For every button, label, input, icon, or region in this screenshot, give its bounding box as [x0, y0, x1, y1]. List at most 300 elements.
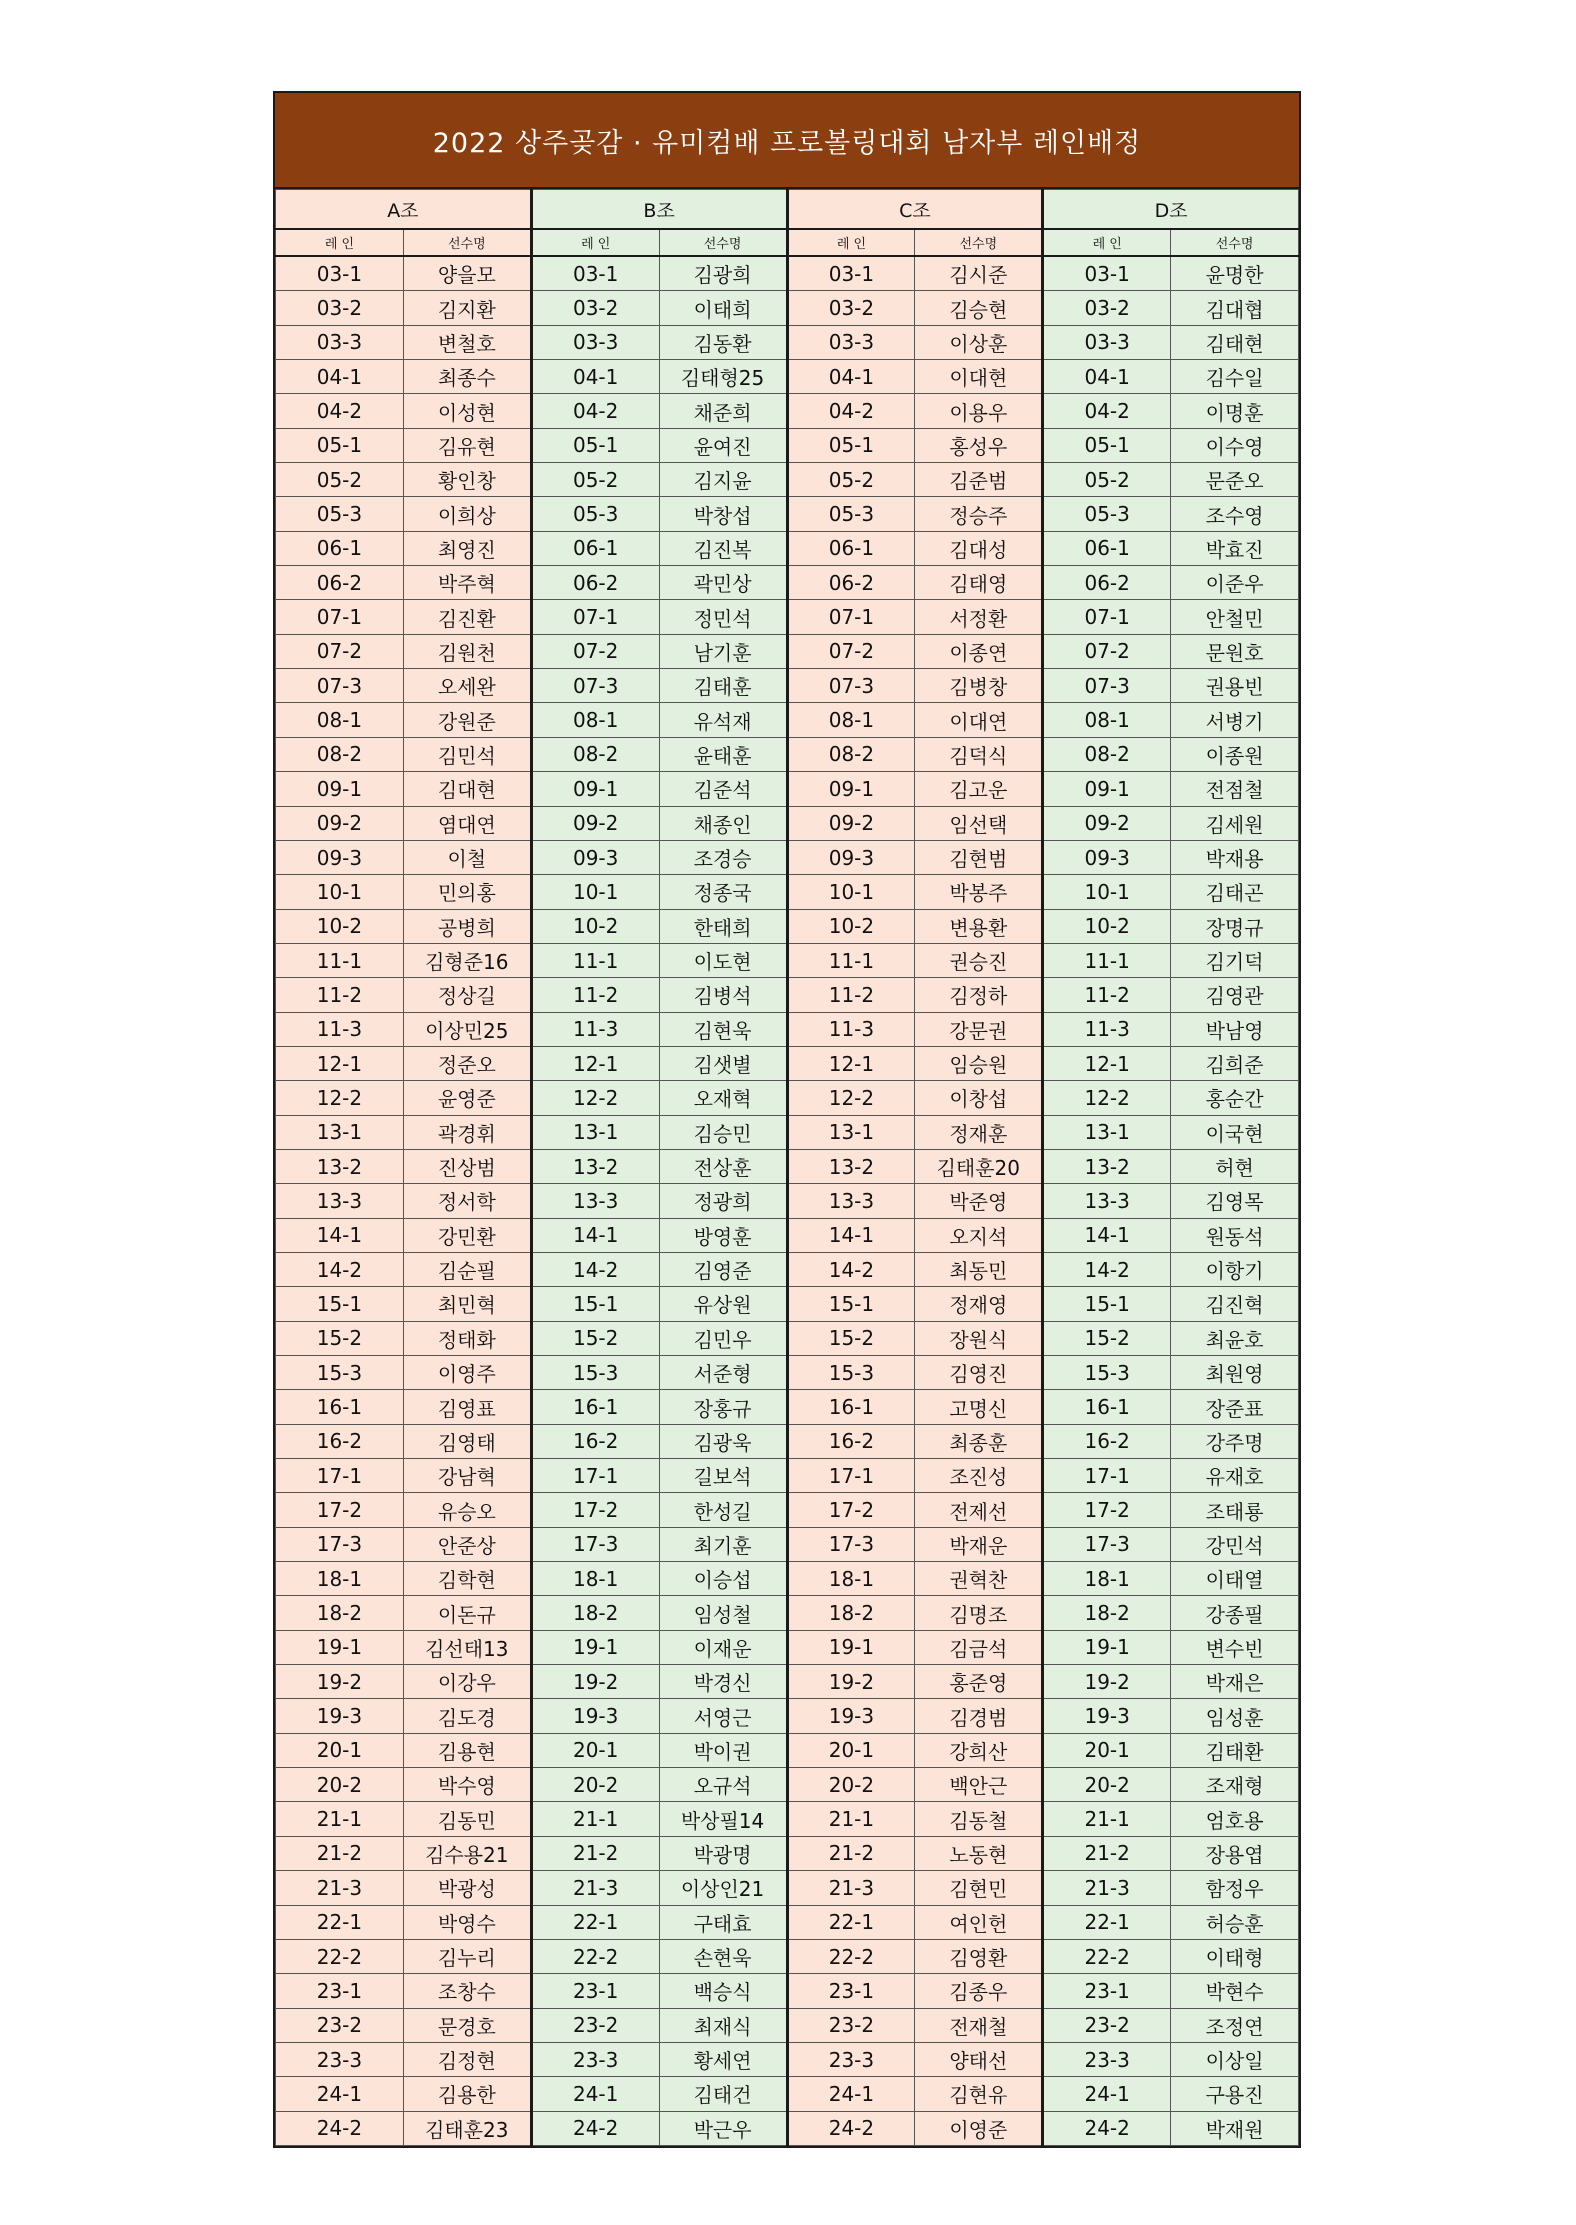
lane-cell: 14-1 [1043, 1218, 1171, 1252]
player-name-cell: 박재용 [1171, 840, 1299, 874]
lane-cell: 09-2 [531, 806, 659, 840]
table-row [276, 566, 1299, 600]
lane-column-header: 레 인 [1043, 229, 1171, 256]
player-name-cell: 장명규 [1171, 909, 1299, 943]
player-name-cell: 안준상 [403, 1527, 531, 1561]
player-name-cell: 한성길 [659, 1493, 787, 1527]
table-row [276, 1012, 1299, 1046]
lane-cell: 04-2 [1043, 394, 1171, 428]
table-row [276, 1218, 1299, 1252]
player-name-cell: 김태훈 [659, 669, 787, 703]
player-name-cell: 문경호 [403, 2008, 531, 2042]
lane-cell: 14-2 [276, 1252, 404, 1286]
player-name-cell: 강희산 [915, 1733, 1043, 1767]
player-name-cell: 김동철 [915, 1802, 1043, 1836]
table-row [276, 909, 1299, 943]
player-name-cell: 이희상 [403, 497, 531, 531]
table-row [276, 1459, 1299, 1493]
player-name-cell: 유승오 [403, 1493, 531, 1527]
lane-cell: 16-2 [531, 1424, 659, 1458]
table-row [276, 806, 1299, 840]
player-name-cell: 변용환 [915, 909, 1043, 943]
player-name-cell: 김수일 [1171, 360, 1299, 394]
lane-cell: 16-1 [1043, 1390, 1171, 1424]
lane-cell: 05-1 [276, 428, 404, 462]
lane-cell: 17-1 [531, 1459, 659, 1493]
lane-cell: 05-2 [531, 463, 659, 497]
lane-cell: 13-2 [276, 1149, 404, 1183]
lane-cell: 23-1 [1043, 1974, 1171, 2008]
lane-cell: 13-1 [787, 1115, 915, 1149]
lane-cell: 19-1 [531, 1630, 659, 1664]
table-row [276, 531, 1299, 565]
lane-cell: 19-2 [787, 1665, 915, 1699]
table-row [276, 1527, 1299, 1561]
player-name-cell: 김형준16 [403, 943, 531, 977]
player-name-cell: 김용현 [403, 1733, 531, 1767]
lane-cell: 12-1 [276, 1046, 404, 1080]
lane-cell: 06-1 [1043, 531, 1171, 565]
player-name-cell: 백승식 [659, 1974, 787, 2008]
player-name-cell: 김현욱 [659, 1012, 787, 1046]
player-name-cell: 장원식 [915, 1321, 1043, 1355]
lane-cell: 07-1 [276, 600, 404, 634]
player-name-cell: 김병창 [915, 669, 1043, 703]
player-name-cell: 강주명 [1171, 1424, 1299, 1458]
lane-cell: 22-2 [1043, 1939, 1171, 1973]
player-name-cell: 곽민상 [659, 566, 787, 600]
lane-cell: 09-1 [531, 772, 659, 806]
lane-cell: 17-1 [276, 1459, 404, 1493]
lane-cell: 10-1 [787, 875, 915, 909]
lane-cell: 19-3 [787, 1699, 915, 1733]
player-name-cell: 김정현 [403, 2042, 531, 2076]
player-name-cell: 이대연 [915, 703, 1043, 737]
lane-cell: 15-3 [276, 1356, 404, 1390]
player-name-cell: 김동환 [659, 325, 787, 359]
lane-cell: 16-2 [787, 1424, 915, 1458]
player-name-cell: 함정우 [1171, 1871, 1299, 1905]
lane-cell: 24-2 [276, 2111, 404, 2145]
lane-cell: 07-1 [787, 600, 915, 634]
table-row [276, 1733, 1299, 1767]
player-name-cell: 최재식 [659, 2008, 787, 2042]
player-name-cell: 이창섭 [915, 1081, 1043, 1115]
lane-cell: 15-2 [531, 1321, 659, 1355]
lane-cell: 21-3 [1043, 1871, 1171, 1905]
player-name-cell: 최원영 [1171, 1356, 1299, 1390]
table-row [276, 1562, 1299, 1596]
lane-cell: 06-1 [276, 531, 404, 565]
player-name-cell: 정준오 [403, 1046, 531, 1080]
lane-cell: 03-2 [1043, 291, 1171, 325]
lane-cell: 22-1 [276, 1905, 404, 1939]
table-row [276, 1081, 1299, 1115]
table-row [276, 360, 1299, 394]
lane-cell: 05-3 [531, 497, 659, 531]
player-name-cell: 이종원 [1171, 737, 1299, 771]
group-header-b: B조 [531, 190, 787, 230]
lane-cell: 18-1 [276, 1562, 404, 1596]
player-name-cell: 전상훈 [659, 1149, 787, 1183]
lane-cell: 16-2 [1043, 1424, 1171, 1458]
table-row [276, 1046, 1299, 1080]
lane-cell: 03-3 [1043, 325, 1171, 359]
lane-cell: 09-2 [276, 806, 404, 840]
player-name-cell: 김진복 [659, 531, 787, 565]
lane-cell: 10-2 [276, 909, 404, 943]
player-name-cell: 안철민 [1171, 600, 1299, 634]
table-row [276, 1596, 1299, 1630]
player-name-cell: 김영목 [1171, 1184, 1299, 1218]
player-name-cell: 김대현 [403, 772, 531, 806]
lane-cell: 11-3 [531, 1012, 659, 1046]
lane-cell: 21-2 [531, 1836, 659, 1870]
table-row [276, 325, 1299, 359]
player-name-cell: 김민우 [659, 1321, 787, 1355]
player-name-cell: 박근우 [659, 2111, 787, 2145]
player-name-cell: 김세원 [1171, 806, 1299, 840]
table-row [276, 497, 1299, 531]
player-name-cell: 구용진 [1171, 2077, 1299, 2111]
player-name-cell: 강남혁 [403, 1459, 531, 1493]
table-row [276, 2008, 1299, 2042]
player-name-cell: 홍준영 [915, 1665, 1043, 1699]
group-header-c: C조 [787, 190, 1043, 230]
lane-cell: 15-1 [1043, 1287, 1171, 1321]
sheet-title: 2022 상주곶감 · 유미컴배 프로볼링대회 남자부 레인배정 [275, 93, 1299, 189]
lane-cell: 05-1 [531, 428, 659, 462]
player-name-cell: 김선태13 [403, 1630, 531, 1664]
lane-cell: 15-3 [787, 1356, 915, 1390]
player-name-cell: 이상인21 [659, 1871, 787, 1905]
lane-cell: 05-2 [276, 463, 404, 497]
lane-cell: 10-1 [1043, 875, 1171, 909]
player-name-cell: 곽경휘 [403, 1115, 531, 1149]
lane-cell: 18-2 [531, 1596, 659, 1630]
player-name-cell: 민의홍 [403, 875, 531, 909]
lane-cell: 19-3 [1043, 1699, 1171, 1733]
lane-cell: 21-1 [1043, 1802, 1171, 1836]
lane-cell: 13-3 [276, 1184, 404, 1218]
player-name-cell: 박광성 [403, 1871, 531, 1905]
player-name-cell: 김동민 [403, 1802, 531, 1836]
lane-cell: 22-1 [531, 1905, 659, 1939]
table-row [276, 394, 1299, 428]
player-name-cell: 박재운 [915, 1527, 1043, 1561]
group-header-d: D조 [1043, 190, 1299, 230]
player-name-cell: 김희준 [1171, 1046, 1299, 1080]
player-name-cell: 김현범 [915, 840, 1043, 874]
lane-cell: 16-1 [276, 1390, 404, 1424]
player-name-cell: 최동민 [915, 1252, 1043, 1286]
lane-cell: 22-1 [1043, 1905, 1171, 1939]
player-column-header: 선수명 [403, 229, 531, 256]
lane-cell: 05-3 [787, 497, 915, 531]
player-name-cell: 홍순간 [1171, 1081, 1299, 1115]
lane-cell: 15-1 [531, 1287, 659, 1321]
lane-cell: 09-1 [1043, 772, 1171, 806]
lane-cell: 21-3 [531, 1871, 659, 1905]
lane-cell: 08-1 [531, 703, 659, 737]
lane-column-header: 레 인 [787, 229, 915, 256]
player-name-cell: 변철호 [403, 325, 531, 359]
lane-cell: 24-1 [531, 2077, 659, 2111]
lane-cell: 23-2 [787, 2008, 915, 2042]
lane-cell: 20-1 [787, 1733, 915, 1767]
lane-cell: 11-1 [787, 943, 915, 977]
player-name-cell: 김태훈20 [915, 1149, 1043, 1183]
player-name-cell: 김태환 [1171, 1733, 1299, 1767]
lane-cell: 04-1 [1043, 360, 1171, 394]
player-name-cell: 이상민25 [403, 1012, 531, 1046]
player-name-cell: 윤태훈 [659, 737, 787, 771]
player-name-cell: 임성철 [659, 1596, 787, 1630]
player-name-cell: 이항기 [1171, 1252, 1299, 1286]
lane-cell: 03-3 [787, 325, 915, 359]
lane-cell: 03-2 [787, 291, 915, 325]
lane-cell: 14-2 [787, 1252, 915, 1286]
lane-cell: 03-1 [787, 256, 915, 291]
lane-cell: 19-1 [1043, 1630, 1171, 1664]
lane-cell: 17-1 [787, 1459, 915, 1493]
player-name-cell: 이재운 [659, 1630, 787, 1664]
lane-cell: 19-2 [531, 1665, 659, 1699]
lane-cell: 21-2 [276, 1836, 404, 1870]
lane-cell: 15-3 [531, 1356, 659, 1390]
player-name-cell: 김준범 [915, 463, 1043, 497]
lane-cell: 19-1 [276, 1630, 404, 1664]
player-name-cell: 이돈규 [403, 1596, 531, 1630]
player-name-cell: 이영주 [403, 1356, 531, 1390]
player-name-cell: 장용엽 [1171, 1836, 1299, 1870]
lane-cell: 04-1 [787, 360, 915, 394]
lane-cell: 13-2 [1043, 1149, 1171, 1183]
player-name-cell: 김지윤 [659, 463, 787, 497]
lane-cell: 09-2 [1043, 806, 1171, 840]
player-name-cell: 박남영 [1171, 1012, 1299, 1046]
player-name-cell: 김샛별 [659, 1046, 787, 1080]
lane-cell: 07-3 [531, 669, 659, 703]
player-name-cell: 조진성 [915, 1459, 1043, 1493]
player-name-cell: 김덕식 [915, 737, 1043, 771]
player-name-cell: 김준석 [659, 772, 787, 806]
lane-cell: 19-1 [787, 1630, 915, 1664]
lane-cell: 22-2 [276, 1939, 404, 1973]
table-row [276, 256, 1299, 291]
player-name-cell: 김종우 [915, 1974, 1043, 2008]
lane-cell: 14-1 [531, 1218, 659, 1252]
lane-cell: 13-1 [1043, 1115, 1171, 1149]
column-header-row [276, 229, 1299, 256]
player-name-cell: 이용우 [915, 394, 1043, 428]
player-name-cell: 정태화 [403, 1321, 531, 1355]
player-name-cell: 남기훈 [659, 634, 787, 668]
lane-cell: 13-3 [531, 1184, 659, 1218]
player-name-cell: 정상길 [403, 978, 531, 1012]
player-name-cell: 백안근 [915, 1768, 1043, 1802]
lane-cell: 07-1 [531, 600, 659, 634]
player-name-cell: 오재혁 [659, 1081, 787, 1115]
lane-cell: 11-2 [787, 978, 915, 1012]
player-name-cell: 김유현 [403, 428, 531, 462]
player-name-cell: 정광희 [659, 1184, 787, 1218]
lane-cell: 12-2 [787, 1081, 915, 1115]
lane-cell: 18-1 [787, 1562, 915, 1596]
lane-cell: 20-2 [531, 1768, 659, 1802]
lane-cell: 17-2 [787, 1493, 915, 1527]
player-column-header: 선수명 [915, 229, 1043, 256]
lane-cell: 03-1 [1043, 256, 1171, 291]
player-name-cell: 윤영준 [403, 1081, 531, 1115]
player-name-cell: 염대연 [403, 806, 531, 840]
table-row [276, 428, 1299, 462]
lane-cell: 06-1 [531, 531, 659, 565]
lane-cell: 23-3 [1043, 2042, 1171, 2076]
player-name-cell: 길보석 [659, 1459, 787, 1493]
lane-cell: 07-1 [1043, 600, 1171, 634]
player-name-cell: 이대현 [915, 360, 1043, 394]
lane-cell: 06-1 [787, 531, 915, 565]
player-name-cell: 박주혁 [403, 566, 531, 600]
lane-cell: 15-3 [1043, 1356, 1171, 1390]
lane-cell: 24-1 [276, 2077, 404, 2111]
player-name-cell: 김경범 [915, 1699, 1043, 1733]
lane-cell: 23-3 [531, 2042, 659, 2076]
player-name-cell: 이영준 [915, 2111, 1043, 2145]
player-name-cell: 김태건 [659, 2077, 787, 2111]
lane-cell: 19-2 [1043, 1665, 1171, 1699]
lane-cell: 11-1 [1043, 943, 1171, 977]
player-name-cell: 권용빈 [1171, 669, 1299, 703]
table-row [276, 1836, 1299, 1870]
lane-cell: 11-3 [1043, 1012, 1171, 1046]
player-name-cell: 엄호용 [1171, 1802, 1299, 1836]
player-name-cell: 임승원 [915, 1046, 1043, 1080]
player-name-cell: 변수빈 [1171, 1630, 1299, 1664]
player-name-cell: 조태룡 [1171, 1493, 1299, 1527]
lane-cell: 21-1 [276, 1802, 404, 1836]
lane-cell: 23-3 [787, 2042, 915, 2076]
player-name-cell: 허승훈 [1171, 1905, 1299, 1939]
player-name-cell: 조정연 [1171, 2008, 1299, 2042]
lane-cell: 13-1 [531, 1115, 659, 1149]
lane-cell: 23-2 [276, 2008, 404, 2042]
lane-cell: 11-1 [531, 943, 659, 977]
lane-cell: 19-2 [276, 1665, 404, 1699]
player-name-cell: 장홍규 [659, 1390, 787, 1424]
lane-cell: 21-3 [276, 1871, 404, 1905]
lane-cell: 07-2 [276, 634, 404, 668]
lane-cell: 07-3 [276, 669, 404, 703]
lane-cell: 20-1 [1043, 1733, 1171, 1767]
table-row [276, 1974, 1299, 2008]
lane-cell: 09-3 [1043, 840, 1171, 874]
player-name-cell: 이태형 [1171, 1939, 1299, 1973]
lane-cell: 22-2 [531, 1939, 659, 1973]
lane-cell: 15-1 [276, 1287, 404, 1321]
lane-cell: 05-1 [787, 428, 915, 462]
lane-cell: 17-2 [1043, 1493, 1171, 1527]
player-name-cell: 김영진 [915, 1356, 1043, 1390]
player-name-cell: 박영수 [403, 1905, 531, 1939]
player-name-cell: 김현민 [915, 1871, 1043, 1905]
player-name-cell: 박현수 [1171, 1974, 1299, 2008]
player-name-cell: 이태희 [659, 291, 787, 325]
player-name-cell: 김시준 [915, 256, 1043, 291]
lane-cell: 05-2 [787, 463, 915, 497]
player-name-cell: 김태훈23 [403, 2111, 531, 2145]
player-name-cell: 이성현 [403, 394, 531, 428]
lane-cell: 11-3 [787, 1012, 915, 1046]
lane-cell: 06-2 [276, 566, 404, 600]
player-name-cell: 서준형 [659, 1356, 787, 1390]
player-name-cell: 김광욱 [659, 1424, 787, 1458]
player-name-cell: 채준희 [659, 394, 787, 428]
lane-cell: 06-2 [787, 566, 915, 600]
lane-cell: 05-1 [1043, 428, 1171, 462]
lane-cell: 03-3 [276, 325, 404, 359]
lane-cell: 24-1 [787, 2077, 915, 2111]
player-name-cell: 김정하 [915, 978, 1043, 1012]
table-row [276, 1802, 1299, 1836]
lane-cell: 21-1 [787, 1802, 915, 1836]
lane-cell: 14-2 [1043, 1252, 1171, 1286]
lane-cell: 18-1 [1043, 1562, 1171, 1596]
table-row [276, 703, 1299, 737]
player-name-cell: 한태희 [659, 909, 787, 943]
table-row [276, 1630, 1299, 1664]
lane-cell: 15-1 [787, 1287, 915, 1321]
lane-cell: 20-2 [1043, 1768, 1171, 1802]
player-name-cell: 임성훈 [1171, 1699, 1299, 1733]
lane-cell: 21-2 [1043, 1836, 1171, 1870]
table-row [276, 600, 1299, 634]
lane-cell: 18-1 [531, 1562, 659, 1596]
lane-cell: 23-2 [1043, 2008, 1171, 2042]
lane-cell: 11-2 [531, 978, 659, 1012]
player-name-cell: 박이권 [659, 1733, 787, 1767]
lane-cell: 04-1 [276, 360, 404, 394]
player-name-cell: 김승민 [659, 1115, 787, 1149]
lane-cell: 12-1 [1043, 1046, 1171, 1080]
lane-cell: 03-3 [531, 325, 659, 359]
table-row [276, 1871, 1299, 1905]
player-name-cell: 황세연 [659, 2042, 787, 2076]
lane-cell: 03-2 [531, 291, 659, 325]
player-name-cell: 장준표 [1171, 1390, 1299, 1424]
player-name-cell: 김태현 [1171, 325, 1299, 359]
player-name-cell: 김태영 [915, 566, 1043, 600]
player-name-cell: 김수용21 [403, 1836, 531, 1870]
lane-cell: 24-2 [787, 2111, 915, 2145]
player-name-cell: 문준오 [1171, 463, 1299, 497]
lane-cell: 17-3 [787, 1527, 915, 1561]
lane-cell: 23-3 [276, 2042, 404, 2076]
player-name-cell: 조재형 [1171, 1768, 1299, 1802]
player-name-cell: 정재훈 [915, 1115, 1043, 1149]
player-column-header: 선수명 [659, 229, 787, 256]
player-name-cell: 김용한 [403, 2077, 531, 2111]
player-name-cell: 이상훈 [915, 325, 1043, 359]
player-name-cell: 강종필 [1171, 1596, 1299, 1630]
lane-cell: 22-1 [787, 1905, 915, 1939]
lane-cell: 08-1 [276, 703, 404, 737]
player-name-cell: 김순필 [403, 1252, 531, 1286]
lane-cell: 17-3 [531, 1527, 659, 1561]
lane-cell: 03-1 [276, 256, 404, 291]
table-row [276, 2111, 1299, 2145]
